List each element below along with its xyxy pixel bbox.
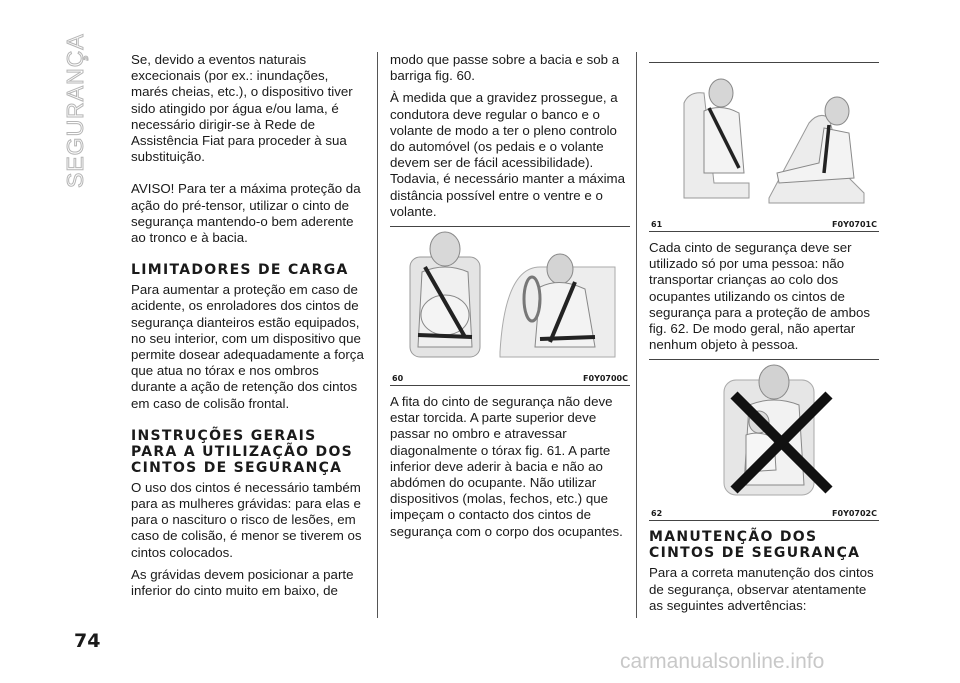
figure-code: F0Y0701C xyxy=(832,220,877,229)
watermark: carmanualsonline.info xyxy=(620,650,825,673)
seated-occupants-seatbelt-illustration xyxy=(659,63,869,208)
paragraph: As grávidas devem posicionar a parte inferior do cinto muito em baixo, de xyxy=(131,566,354,599)
paragraph: O uso dos cintos é necessário também para as mulheres grávidas: para elas e para o nascituro o risco de lesões, em caso de colisão, é menor se tiverem os cintos colocados. xyxy=(131,479,362,560)
warning-paragraph: AVISO! Para ter a máxima proteção da ação do pré-tensor, utilizar o cinto de segurança mantendo-o bem aderente ao tronco e à bacia. xyxy=(131,181,361,246)
paragraph: modo que passe sobre a bacia e sob a barriga fig. 60. xyxy=(390,52,620,84)
heading-load-limiters: LIMITADORES DE CARGA xyxy=(131,262,349,279)
figure-number: 60 xyxy=(392,374,404,384)
text-column-3 xyxy=(649,52,879,620)
paragraph: Para aumentar a proteção em caso de acidente, os enroladores dos cintos de segurança dianteiros estão equipados, no seu interior, com um dispositivo que permite dosear adequadamente a força que atua no tórax e nos ombros durante a ação de retenção dos cintos em caso de colisão frontal. xyxy=(131,282,364,411)
heading-seatbelt-maintenance: MANUTENÇÃO DOS CINTOS DE SEGURANÇA xyxy=(649,529,861,562)
section-label: SEGURANÇA xyxy=(62,33,88,188)
text-column-1 xyxy=(131,52,367,605)
paragraph: A fita do cinto de segurança não deve estar torcida. A parte superior deve passar no ombro e atravessar diagonalmente o tórax fig. 61. A parte inferior deve aderir à bacia e não ao abdómen do ocupante. Não utilizar dispositivos (molas, fechos, etc.) que impeçam o contacto dos cintos de segurança com o corpo dos ocupantes. xyxy=(390,394,623,539)
figure-number: 62 xyxy=(651,509,663,519)
figure-62 xyxy=(649,359,879,521)
text-column-2 xyxy=(390,52,630,546)
child-on-lap-prohibited-illustration xyxy=(664,360,864,500)
column-divider xyxy=(636,52,637,618)
figure-61 xyxy=(649,62,879,232)
heading-general-instructions: INSTRUÇÕES GERAIS PARA A UTILIZAÇÃO DOS CINTOS DE SEGURANÇA xyxy=(131,427,354,476)
figure-60 xyxy=(390,226,630,386)
paragraph: Cada cinto de segurança deve ser utilizado só por uma pessoa: não transportar crianças ao colo dos ocupantes utilizando os cintos de segurança para a proteção de ambos fig. 62. De modo geral, não apertar nenhum objeto à pessoa. xyxy=(649,240,871,353)
paragraph: À medida que a gravidez prossegue, a condutora deve regular o banco e o volante de modo a ter o pleno controlo do automóvel (os pedais e o volante devem ser de fácil acessibilidade). Todavia, é necessário manter a máxima distância possível entre o ventre e o volante. xyxy=(390,90,626,219)
figure-code: F0Y0702C xyxy=(832,509,877,519)
figure-code: F0Y0700C xyxy=(583,374,628,384)
figure-number: 61 xyxy=(651,220,663,229)
paragraph: Se, devido a eventos naturais excecionais (por ex.: inundações, marés cheias, etc.), o dispositivo tiver sido atingido por água e/ou lama, é necessário dirigir-se à Rede de Assistência Fiat para proceder à sua substituição. xyxy=(131,52,353,165)
column-divider xyxy=(377,52,378,618)
paragraph: Para a correta manutenção dos cintos de segurança, observar atentamente as seguintes advertências: xyxy=(649,565,874,613)
pregnant-woman-seatbelt-illustration xyxy=(400,227,620,362)
page-number: 74 xyxy=(74,630,101,652)
